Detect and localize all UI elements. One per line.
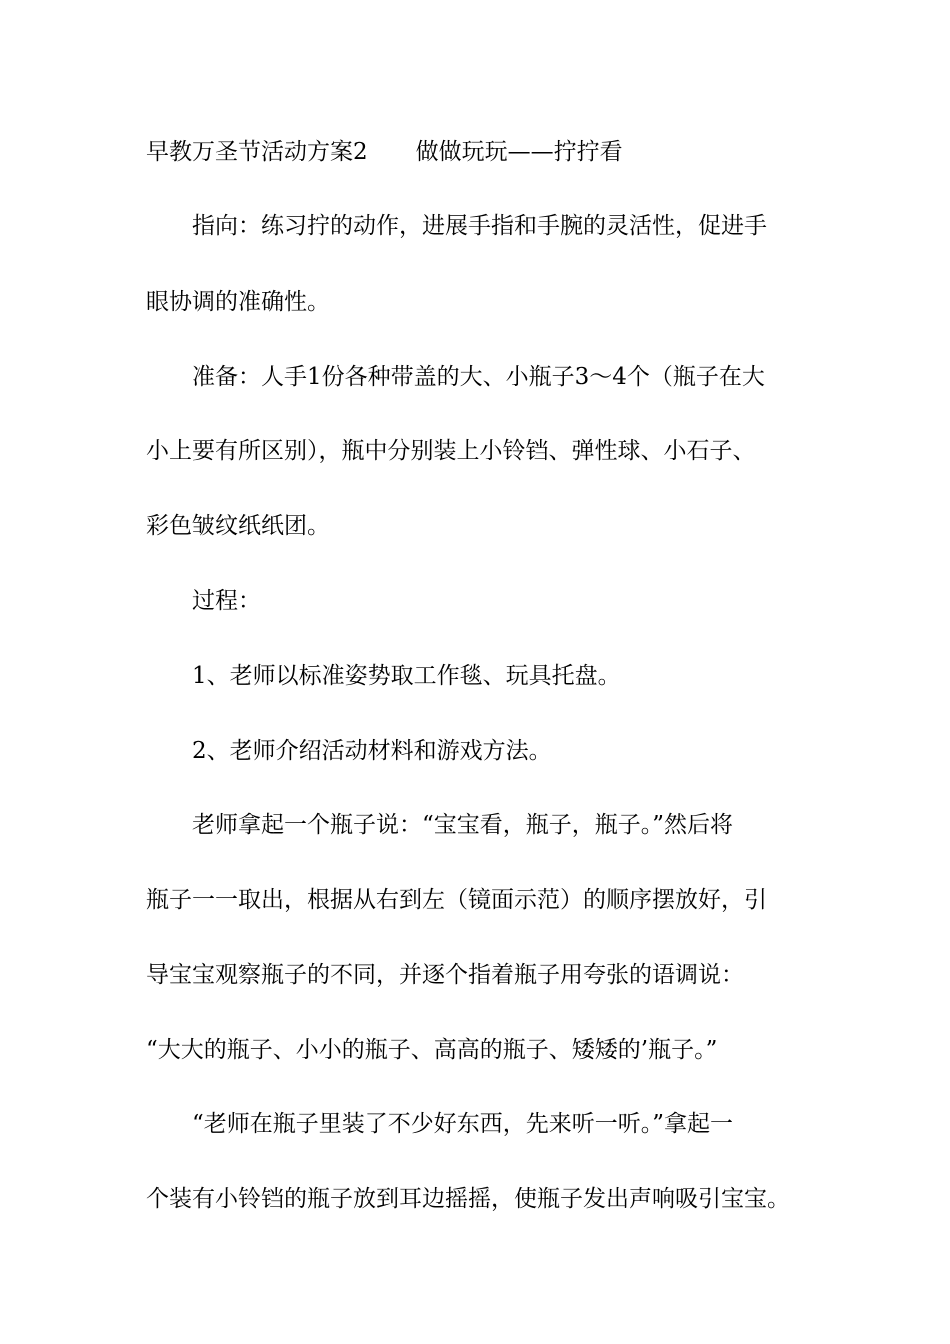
paragraph-line: 小上要有所区别），瓶中分别装上小铃铛、弹性球、小石子、 [146,438,756,464]
paragraph-line: “老师在瓶子里装了不少好东西，先来听一听。”拿起一 [192,1111,734,1137]
paragraph-line: 老师拿起一个瓶子说：“宝宝看，瓶子，瓶子。”然后将 [192,812,734,838]
paragraph-line: 导宝宝观察瓶子的不同，并逐个指着瓶子用夸张的语调说： [146,962,744,988]
title-sub: 做做玩玩——拧拧看 [415,139,623,165]
paragraph-line: “大大的瓶子、小小的瓶子、高高的瓶子、矮矮的’瓶子。” [146,1037,718,1063]
list-item: 2、老师介绍活动材料和游戏方法。 [192,738,552,764]
section-heading: 过程： [192,588,261,614]
paragraph-line: 个装有小铃铛的瓶子放到耳边摇摇，使瓶子发出声响吸引宝宝。 [146,1186,790,1212]
paragraph-line: 准备：人手1份各种带盖的大、小瓶子3～4个（瓶子在大 [192,364,765,390]
paragraph-line: 瓶子一一取出，根据从右到左（镜面示范）的顺序摆放好，引 [146,887,767,913]
document-title [146,137,836,167]
title-main: 早教万圣节活动方案2 [146,139,368,165]
paragraph-line: 指向：练习拧的动作，进展手指和手腕的灵活性，促进手 [192,213,767,239]
paragraph-line: 眼协调的准确性。 [146,289,330,315]
paragraph-line: 彩色皱纹纸纸团。 [146,513,330,539]
list-item: 1、老师以标准姿势取工作毯、玩具托盘。 [192,663,621,689]
